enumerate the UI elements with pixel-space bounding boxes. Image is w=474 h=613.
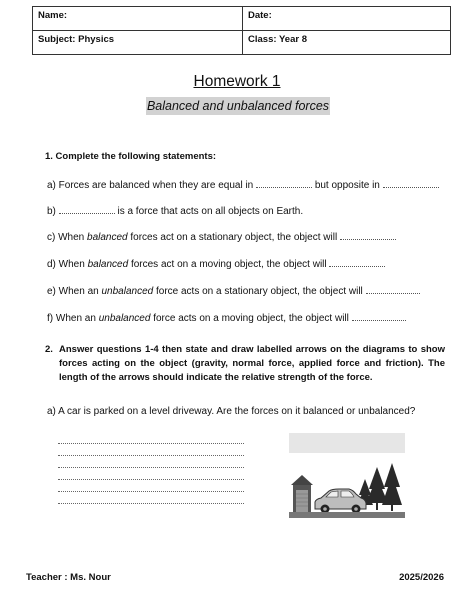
footer-year: 2025/2026 — [399, 572, 444, 583]
statement-d-emphasis: balanced — [87, 259, 129, 270]
statement-a-prefix: a) Forces are balanced when they are equal in — [47, 180, 254, 191]
page-subtitle: Balanced and unbalanced forces — [146, 99, 330, 113]
statement-b-prefix: b) — [47, 206, 56, 217]
answer-line[interactable] — [58, 443, 244, 444]
name-field[interactable]: Name: — [33, 7, 243, 31]
question-2a: a) A car is parked on a level driveway. Are the forces on it balanced or unbalanced? — [47, 406, 416, 417]
answer-line[interactable] — [58, 479, 244, 480]
blank-e[interactable] — [366, 286, 420, 294]
blank-a1[interactable] — [256, 180, 312, 188]
statement-e-pre: e) When an — [47, 286, 99, 297]
blank-a2[interactable] — [383, 180, 439, 188]
statement-e-emphasis: unbalanced — [101, 286, 154, 297]
sky-area — [289, 433, 405, 453]
statement-d — [47, 259, 385, 270]
statement-f — [47, 313, 406, 324]
statement-a-middle: but opposite in — [314, 180, 380, 191]
subject-cell: Subject: Physics — [33, 31, 243, 55]
blank-d[interactable] — [329, 259, 385, 267]
question-1-heading: 1. Complete the following statements: — [45, 151, 217, 162]
parked-car-diagram — [289, 433, 405, 518]
page-title: Homework 1 — [193, 73, 281, 90]
blank-b[interactable] — [59, 206, 115, 214]
statement-c — [47, 232, 396, 243]
statement-b — [47, 206, 303, 217]
statement-d-post: forces act on a moving object, the object will — [130, 259, 327, 270]
statement-f-emphasis: unbalanced — [98, 313, 151, 324]
blank-c[interactable] — [340, 232, 396, 240]
statement-f-post: force acts on a moving object, the object will — [153, 313, 349, 324]
answer-line[interactable] — [58, 491, 244, 492]
statement-f-pre: f) When an — [47, 313, 96, 324]
statement-a — [47, 180, 439, 191]
statement-d-pre: d) When — [47, 259, 85, 270]
statement-c-post: forces act on a stationary object, the object will — [130, 232, 338, 243]
answer-line[interactable] — [58, 455, 244, 456]
header-table — [32, 6, 451, 55]
footer-teacher: Teacher : Ms. Nour — [26, 572, 111, 583]
statement-e-post: force acts on a stationary object, the object will — [155, 286, 363, 297]
question-2-text: Answer questions 1-4 then state and draw labelled arrows on the diagrams to show forces acting on the object (gravity, normal force, applied force and friction). The length of the arrows should indicate the relative strength of the force. — [59, 344, 445, 383]
statement-e — [47, 286, 420, 297]
blank-f[interactable] — [352, 313, 406, 321]
ground — [289, 512, 405, 518]
statement-b-suffix: is a force that acts on all objects on Earth. — [117, 206, 304, 217]
answer-line[interactable] — [58, 467, 244, 468]
class-cell: Class: Year 8 — [243, 31, 451, 55]
statement-c-emphasis: balanced — [87, 232, 128, 243]
statement-c-pre: c) When — [47, 232, 85, 243]
date-field[interactable]: Date: — [243, 7, 451, 31]
question-2 — [45, 343, 445, 385]
question-2-number: 2. — [45, 344, 53, 355]
answer-line[interactable] — [58, 503, 244, 504]
